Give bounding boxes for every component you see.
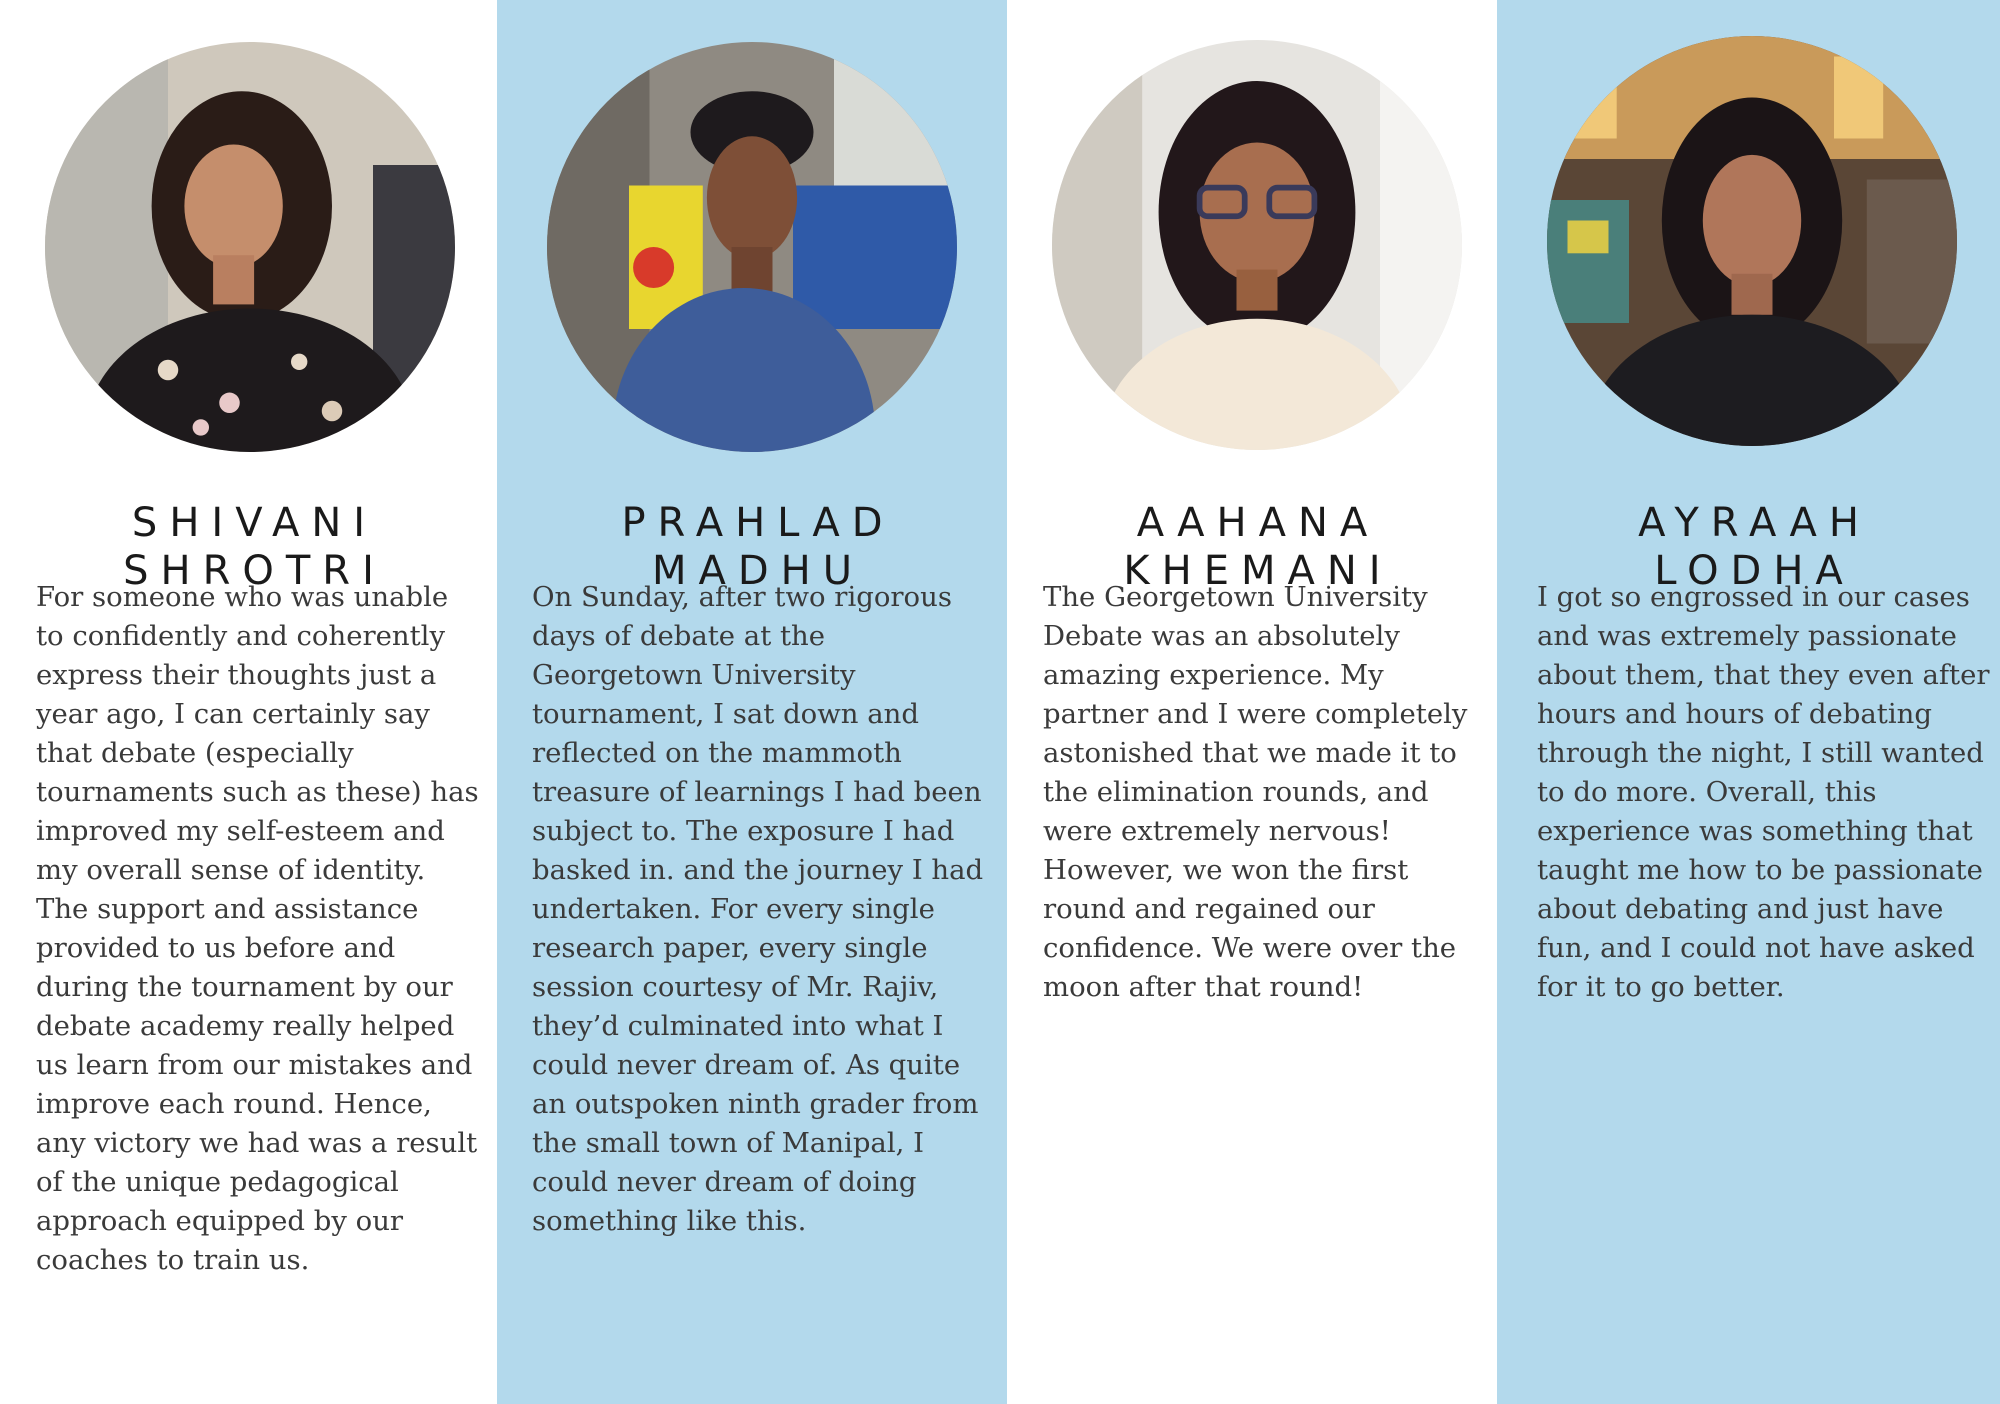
profile-photo <box>1547 36 1957 446</box>
profile-column-aahana <box>1007 0 1497 1404</box>
profile-first-name: PRAHLAD <box>621 500 895 547</box>
profile-first-name: SHIVANI <box>131 500 378 547</box>
profile-column-shivani <box>0 0 497 1404</box>
profile-first-name: AYRAAH <box>1638 500 1871 547</box>
profile-first-name: AAHANA <box>1136 500 1380 547</box>
profile-column-ayraah <box>1497 0 2000 1404</box>
profile-last-name: SHROTRI <box>123 548 386 595</box>
profile-last-name: KHEMANI <box>1123 548 1393 595</box>
profile-column-prahlad <box>497 0 1007 1404</box>
profile-bio: For someone who was unable to confidently and coherently express their thoughts just a year ago, I can certainly say that debate (especially tournaments such as these) has improved my self-esteem and my overall sense of identity. The support and assistance provided to us before and during the tournament by our debate academy really helped us learn from our mistakes and improve each round. Hence, any victory we had was a result of the unique pedagogical approach equipped by our coaches to train us. <box>36 581 479 1276</box>
profile-photo <box>45 42 455 452</box>
profile-bio: I got so engrossed in our cases and was extremely passionate about them, that they even after hours and hours of debating through the night, I still wanted to do more. Overall, this experience was something that taught me how to be passionate about debating and just have fun, and I could not have asked for it to go better. <box>1537 581 1990 1003</box>
profile-bio: On Sunday, after two rigorous days of debate at the Georgetown University tournament, I sat down and reflected on the mammoth treasure of learnings I had been subject to. The exposure I had basked in. and the journey I had undertaken. For every single research paper, every single session courtesy of Mr. Rajiv, they’d culminated into what I could never dream of. As quite an outspoken ninth grader from the small town of Manipal, I could never dream of doing something like this. <box>532 581 984 1237</box>
profile-photo <box>547 42 957 452</box>
profile-last-name: LODHA <box>1654 548 1855 595</box>
profile-last-name: MADHU <box>651 548 865 595</box>
profile-photo <box>1052 40 1462 450</box>
profile-bio: The Georgetown University Debate was an absolutely amazing experience. My partner and I were completely astonished that we made it to the elimination rounds, and were extremely nervous! However, we won the first round and regained our confidence. We were over the moon after that round! <box>1043 581 1468 1003</box>
